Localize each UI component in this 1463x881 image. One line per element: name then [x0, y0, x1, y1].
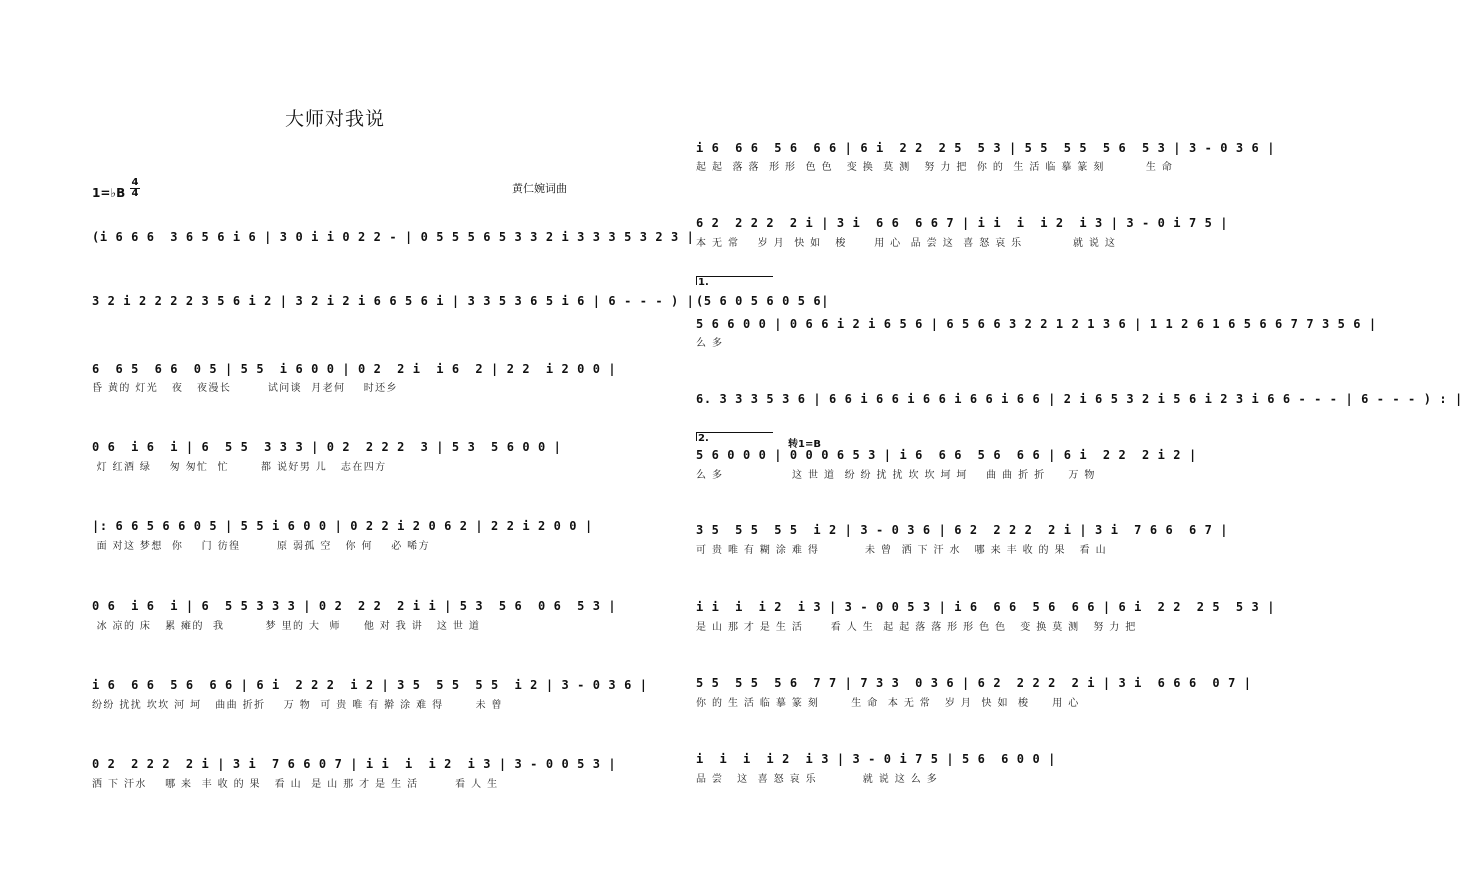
right-page — [636, 0, 1463, 881]
score-row-lyrics: 洒 下 汗水 哪 来 丰 收 的 果 看 山 是 山 那 才 是 生 活 看 人 生 — [92, 779, 499, 790]
key-signature: 1=♭B — [92, 186, 126, 200]
score-row-lyrics: 昏 黄的 灯光 夜 夜漫长 试问谈 月老何 时还乡 — [92, 383, 398, 394]
score-row-lyrics: 么 多 — [696, 338, 724, 349]
score-row-notes: 6. 3 3 3 5 3 6 | 6 6 i 6 6 i 6 6 i 6 6 i 6 6 | 2 i 6 5 3 2 i 5 6 i 2 3 i 6 6 - - - | 6 - - - ) : | — [696, 392, 1463, 406]
score-row-notes: i i i i 2 i 3 | 3 - 0 i 7 5 | 5 6 6 0 0 | — [696, 752, 1056, 766]
score-row-notes: 5 5 5 5 5 6 7 7 | 7 3 3 0 3 6 | 6 2 2 2 2 2 i | 3 i 6 6 6 0 7 | — [696, 676, 1252, 690]
score-row-lyrics: 冰 凉的 床 累 瘫的 我 梦 里的 大 师 他 对 我 讲 这 世 道 — [92, 621, 481, 632]
key-change-marker: 转1=B — [788, 439, 821, 450]
left-page — [0, 0, 695, 881]
time-signature-top: 4 — [131, 177, 139, 188]
score-row-notes: i i i i 2 i 3 | 3 - 0 0 5 3 | i 6 6 6 5 6 6 6 | 6 i 2 2 2 5 5 3 | — [696, 600, 1276, 614]
time-signature-bottom: 4 — [131, 188, 139, 199]
score-row-lyrics: 面 对这 梦想 你 门 彷徨 原 弱孤 空 你 何 必 唏方 — [92, 541, 430, 552]
score-row-lyrics: 你 的 生 活 临 摹 篆 刻 生 命 本 无 常 岁 月 快 如 梭 用 心 — [696, 698, 1080, 709]
score-row-notes: |: 6 6 5 6 6 0 5 | 5 5 i 6 0 0 | 0 2 2 i 2 0 6 2 | 2 2 i 2 0 0 | — [92, 519, 593, 533]
score-row-notes: 6 2 2 2 2 2 i | 3 i 6 6 6 6 7 | i i i i 2 i 3 | 3 - 0 i 7 5 | — [696, 216, 1229, 230]
score-row-notes: 6 6 5 6 6 0 5 | 5 5 i 6 0 0 | 0 2 2 i i 6 2 | 2 2 i 2 0 0 | — [92, 362, 617, 376]
score-row-lyrics: 是 山 那 才 是 生 活 看 人 生 起 起 落 落 形 形 色 色 变 换 莫 测 努 力 把 — [696, 622, 1137, 633]
score-row-notes: 5 6 0 0 0 | 0 0 0 6 5 3 | i 6 6 6 5 6 6 6 | 6 i 2 2 2 i 2 | — [696, 448, 1197, 462]
score-row-notes: 3 2 i 2 2 2 2 3 5 6 i 2 | 3 2 i 2 i 6 6 5 6 i | 3 3 5 3 6 5 i 6 | 6 - - - ) | — [92, 294, 695, 308]
score-row-lyrics: 本 无 常 岁 月 快 如 梭 用 心 品 尝 这 喜 怒 哀 乐 就 说 这 — [696, 238, 1117, 249]
score-row-lyrics: 可 贵 唯 有 糊 涂 难 得 未 曾 洒 下 汗 水 哪 来 丰 收 的 果 看 山 — [696, 545, 1108, 556]
score-row-lyrics: 起 起 落 落 形 形 色 色 变 换 莫 测 努 力 把 你 的 生 活 临 摹 篆 刻 生 命 — [696, 162, 1174, 173]
score-row-lyrics: 么 多 这 世 道 纷 纷 扰 扰 坎 坎 坷 坷 曲 曲 折 折 万 物 — [696, 470, 1096, 481]
score-row-notes: 0 6 i 6 i | 6 5 5 3 3 3 | 0 2 2 2 2 3 | 5 3 5 6 0 0 | — [92, 440, 562, 454]
score-row-notes: 5 6 6 0 0 | 0 6 6 i 2 i 6 5 6 | 6 5 6 6 3 2 2 1 2 1 3 6 | 1 1 2 6 1 6 5 6 6 7 7 3 5 6 | — [696, 317, 1377, 331]
score-row-notes: (5 6 0 5 6 0 5 6| — [696, 294, 830, 308]
song-title: 大师对我说 — [284, 108, 385, 130]
volta-first-label: 1. — [698, 277, 709, 288]
score-row-notes: (i 6 6 6 3 6 5 6 i 6 | 3 0 i i 0 2 2 - | 0 5 5 5 6 5 3 3 2 i 3 3 3 5 3 2 3 | — [92, 230, 695, 244]
composer-credit: 黄仁婉词曲 — [512, 182, 567, 195]
score-row-lyrics: 纷纷 扰扰 坎坎 河 坷 曲曲 折折 万 物 可 贵 唯 有 擀 涂 难 得 未 曾 — [92, 700, 503, 711]
score-row-notes: 0 2 2 2 2 2 i | 3 i 7 6 6 0 7 | i i i i 2 i 3 | 3 - 0 0 5 3 | — [92, 757, 617, 771]
score-row-notes: i 6 6 6 5 6 6 6 | 6 i 2 2 2 5 5 3 | 5 5 5 5 5 6 5 3 | 3 - 0 3 6 | — [696, 141, 1276, 155]
score-row-notes: 3 5 5 5 5 5 i 2 | 3 - 0 3 6 | 6 2 2 2 2 2 i | 3 i 7 6 6 6 7 | — [696, 523, 1229, 537]
score-row-notes: i 6 6 6 5 6 6 6 | 6 i 2 2 2 i 2 | 3 5 5 5 5 5 i 2 | 3 - 0 3 6 | — [92, 678, 648, 692]
score-row-notes: 0 6 i 6 i | 6 5 5 3 3 3 | 0 2 2 2 2 i i | 5 3 5 6 0 6 5 3 | — [92, 599, 617, 613]
time-signature — [130, 178, 140, 199]
score-row-lyrics: 品 尝 这 喜 怒 哀 乐 就 说 这 么 多 — [696, 774, 939, 785]
volta-second-label: 2. — [698, 433, 709, 444]
score-row-lyrics: 灯 红酒 绿 匆 匆忙 忙 都 说好男 儿 志在四方 — [92, 462, 387, 473]
